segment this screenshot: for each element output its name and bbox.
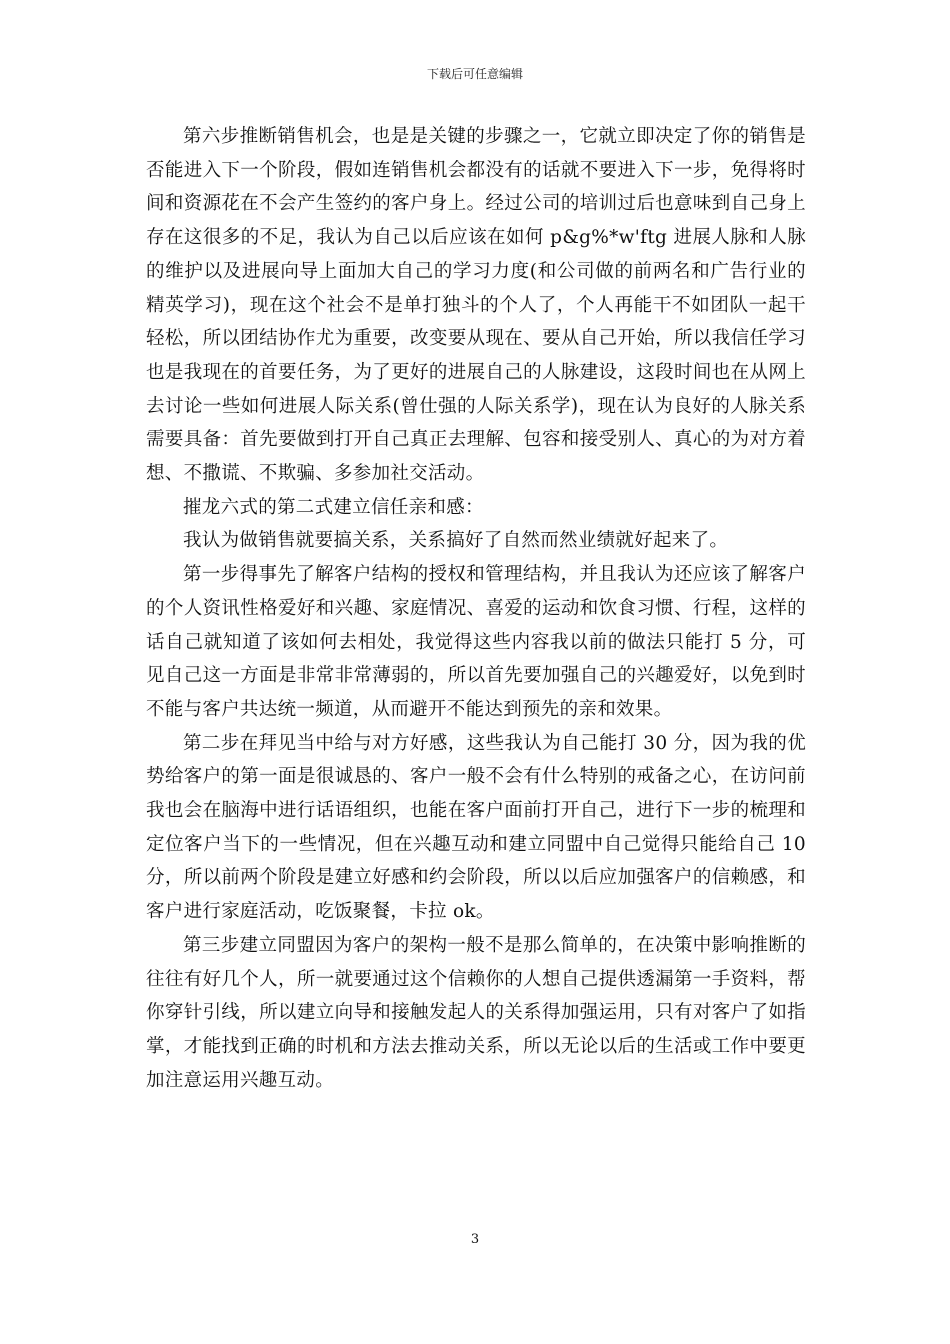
- paragraph-step-six: 第六步推断销售机会，也是是关键的步骤之一，它就立即决定了你的销售是否能进入下一个阶段，假如连销售机会都没有的话就不要进入下一步，免得将时间和资源花在不会产生签约的客户身上。经过公司的培训过后也意味到自己身上存在这很多的不足，我认为自己以后应该在如何 p&g%*w'ftg 进展人脉和人脉的维护以及进展向导上面加大自己的学习力度(和公司做的前两名和广告行业的精英学习)，现在这个社会不是单打独斗的个人了，个人再能干不如团队一起干轻松，所以团结协作尤为重要，改变要从现在、要从自己开始，所以我信任学习也是我现在的首要任务，为了更好的进展自己的人脉建设，这段时间也在从网上去讨论一些如何进展人际关系(曾仕强的人际关系学)，现在认为良好的人脉关系需要具备：首先要做到打开自己真正去理解、包容和接受别人、真心的为对方着想、不撒谎、不欺骗、多参加社交活动。: [146, 126, 806, 485]
- page-number: 3: [470, 1232, 480, 1247]
- paragraph-step-three: 第三步建立同盟因为客户的架构一般不是那么简单的，在决策中影响推断的往往有好几个人，所一就要通过这个信赖你的人想自己提供透漏第一手资料，帮你穿针引线，所以建立向导和接触发起人的关系得加强运用，只有对客户了如指掌，才能找到正确的时机和方法去推动关系，所以无论以后的生活或工作中要更加注意运用兴趣互动。: [146, 934, 806, 1091]
- paragraph-intro: 我认为做销售就要搞关系，关系搞好了自然而然业绩就好起来了。: [183, 530, 729, 552]
- paragraph-step-two: 第二步在拜见当中给与对方好感，这些我认为自己能打 30 分，因为我的优势给客户的第一面是很诚恳的、客户一般不会有什么特别的戒备之心，在访问前我也会在脑海中进行话语组织，也能在客户面前打开自己，进行下一步的梳理和定位客户当下的一些情况，但在兴趣互动和建立同盟中自己觉得只能给自己 10 分，所以前两个阶段是建立好感和约会阶段，所以以后应加强客户的信赖感，和客户进行家庭活动，吃饭聚餐，卡拉 ok。: [146, 732, 806, 923]
- paragraph-section-heading: 摧龙六式的第二式建立信任亲和感：: [183, 496, 484, 518]
- document-body: [146, 120, 806, 1097]
- paragraph-step-one: 第一步得事先了解客户结构的授权和管理结构，并且我认为还应该了解客户的个人资讯性格爱好和兴趣、家庭情况、喜爱的运动和饮食习惯、行程，这样的话自己就知道了该如何去相处，我觉得这些内容我以前的做法只能打 5 分，可见自己这一方面是非常非常薄弱的，所以首先要加强自己的兴趣爱好，以免到时不能与客户共达统一频道，从而避开不能达到预先的亲和效果。: [146, 564, 806, 720]
- page-header: 下载后可任意编辑: [426, 67, 523, 81]
